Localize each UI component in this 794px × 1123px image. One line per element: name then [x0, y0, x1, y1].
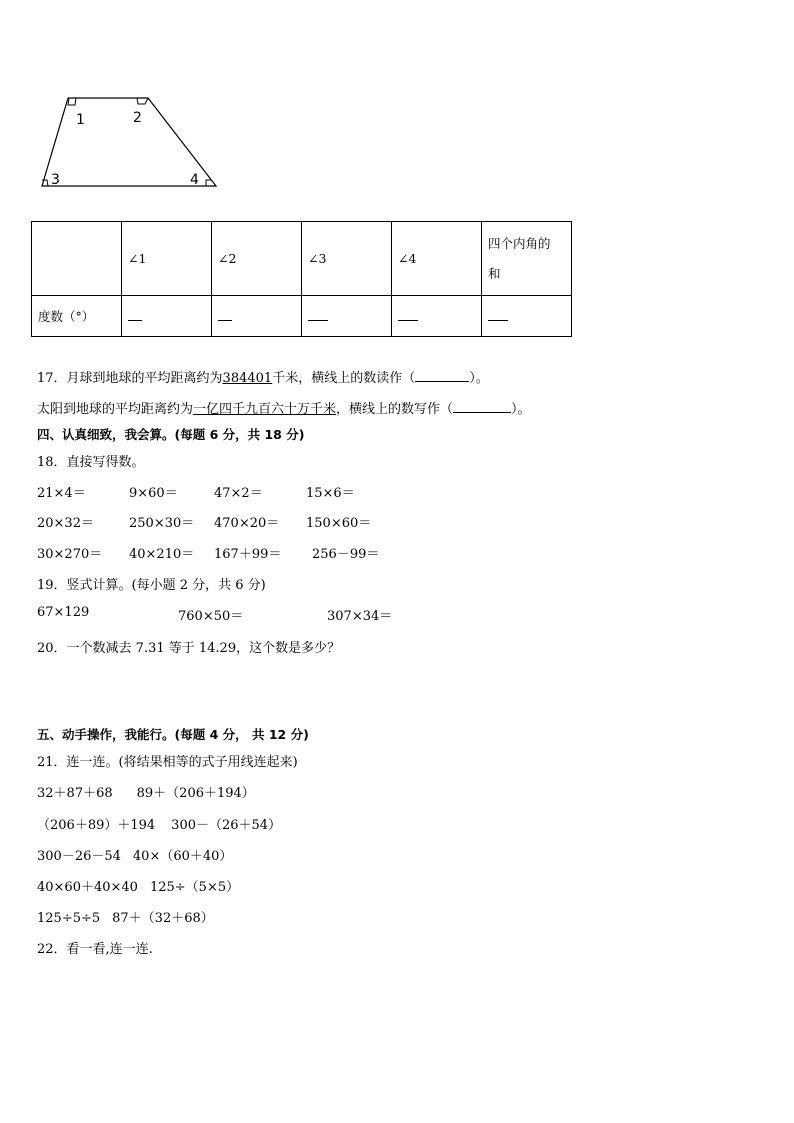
q17-answer-blank-2[interactable] — [453, 400, 511, 413]
angle2-mark — [137, 98, 148, 104]
angle2-label: 2 — [133, 110, 142, 126]
q18-r3c1: 30×270＝ — [37, 547, 103, 562]
header-angle3: ∠3 — [302, 222, 392, 296]
q17-answer-blank-1[interactable] — [415, 369, 469, 382]
header-sum-line1: 四个内角的 — [488, 235, 551, 251]
section4-title: 四、认真细致，我会算。(每题 6 分，共 18 分) — [37, 427, 305, 442]
angle4-mark — [206, 180, 211, 186]
answer-sum[interactable] — [482, 296, 572, 337]
q17-line2-post: ，横线上的数写作（ — [336, 402, 454, 417]
q21-row5 — [37, 907, 214, 926]
angle-table — [31, 221, 572, 337]
q21-row2 — [37, 814, 281, 833]
header-angle4: ∠4 — [392, 222, 482, 296]
q20-text: 20．一个数减去 7.31 等于 14.29，这个数是多少？ — [37, 641, 341, 656]
q18-title: 18．直接写得数。 — [37, 455, 145, 470]
q21-r1-left[interactable]: 32＋87＋68 — [37, 786, 113, 801]
table-corner — [32, 222, 122, 296]
q17-words: 一亿四千九百六十万千米 — [193, 402, 337, 417]
section5-title: 五、动手操作，我能行。(每题 4 分， 共 12 分) — [37, 727, 309, 742]
q18-r2c4: 150×60＝ — [306, 516, 372, 531]
q18-r3c3: 167＋99＝ — [214, 547, 282, 562]
q17-line2 — [37, 398, 531, 417]
q19-item2: 760×50＝ — [178, 609, 244, 624]
q18-r2c3: 470×20＝ — [214, 516, 280, 531]
q19-item1: 67×129 — [37, 605, 90, 620]
q18-r3c4: 256－99＝ — [312, 547, 380, 562]
q21-title: 21．连一连。(将结果相等的式子用线连起来) — [37, 755, 298, 770]
q17-line1-post: 千米，横线上的数读作（ — [272, 371, 416, 386]
q18-r1c1: 21×4＝ — [37, 486, 86, 501]
q21-r5-left[interactable]: 125÷5÷5 — [37, 911, 101, 926]
q17-line1-end: ）。 — [469, 371, 489, 386]
q18-r1c2: 9×60＝ — [129, 486, 178, 501]
angle3-label: 3 — [51, 172, 60, 188]
q17-number: 384401 — [222, 371, 273, 386]
q19-item3: 307×34＝ — [327, 609, 393, 624]
q17-line2-pre: 太阳到地球的平均距离约为 — [37, 402, 194, 417]
trapezoid-figure — [36, 92, 226, 192]
header-angle1: ∠1 — [122, 222, 212, 296]
q18-r1c3: 47×2＝ — [214, 486, 263, 501]
q21-r2-left[interactable]: （206＋89）＋194 — [37, 818, 156, 833]
q18-r2c1: 20×32＝ — [37, 516, 94, 531]
answer-angle4[interactable] — [392, 296, 482, 337]
q17-line1 — [37, 367, 489, 386]
q18-r1c4: 15×6＝ — [306, 486, 355, 501]
angle1-label: 1 — [76, 112, 85, 128]
header-angle2: ∠2 — [212, 222, 302, 296]
answer-angle2[interactable] — [212, 296, 302, 337]
q21-row1 — [37, 782, 255, 801]
q17-line2-end: ）。 — [511, 402, 531, 417]
q21-r3-right[interactable]: 40×（60＋40） — [132, 849, 233, 864]
q21-r4-right[interactable]: 125÷（5×5） — [149, 880, 240, 895]
q17-line1-pre: 17．月球到地球的平均距离约为 — [37, 371, 223, 386]
header-sum — [482, 222, 572, 296]
q21-row4 — [37, 876, 239, 895]
q21-row3 — [37, 845, 232, 864]
q21-r3-left[interactable]: 300－26－54 — [37, 849, 121, 864]
q22-text: 22．看一看,连一连. — [37, 942, 153, 957]
q21-r1-right[interactable]: 89＋（206＋194） — [136, 786, 255, 801]
q18-r2c2: 250×30＝ — [129, 516, 195, 531]
q21-r2-right[interactable]: 300－（26＋54） — [171, 818, 282, 833]
angle1-mark — [68, 98, 76, 105]
q21-r4-left[interactable]: 40×60＋40×40 — [37, 880, 138, 895]
q18-r3c2: 40×210＝ — [129, 547, 195, 562]
angle4-label: 4 — [190, 172, 199, 188]
row-label-degrees: 度数（°） — [32, 296, 122, 337]
header-sum-line2: 和 — [488, 265, 501, 281]
q21-r5-right[interactable]: 87＋（32＋68） — [112, 911, 214, 926]
answer-angle1[interactable] — [122, 296, 212, 337]
answer-angle3[interactable] — [302, 296, 392, 337]
q19-title: 19．竖式计算。(每小题 2 分，共 6 分) — [37, 578, 266, 593]
